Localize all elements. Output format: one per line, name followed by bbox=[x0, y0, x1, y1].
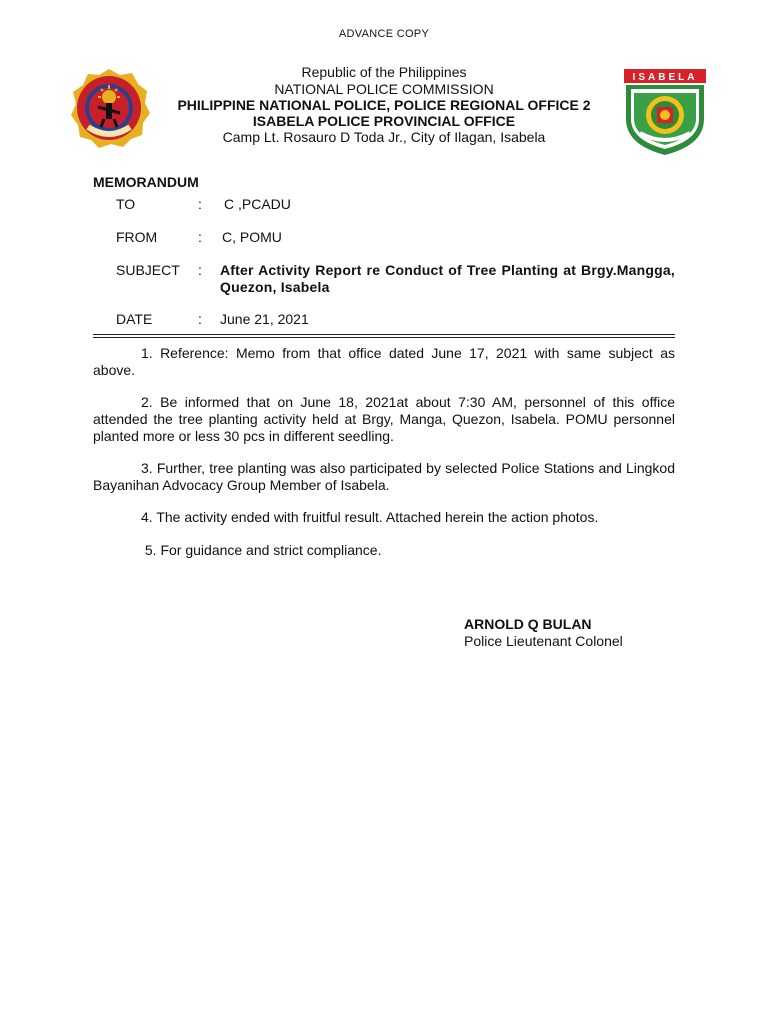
date-colon: : bbox=[198, 311, 202, 327]
letterhead-provincial-office: ISABELA POLICE PROVINCIAL OFFICE bbox=[252, 113, 516, 129]
memorandum-title: MEMORANDUM bbox=[93, 174, 199, 190]
paragraph-result: 4. The activity ended with fruitful result. Attached herein the action photos. bbox=[141, 509, 599, 525]
paragraph-participants: 3. Further, tree planting was also participated by selected Police Stations and Lingkod Bayanihan Advocacy Group Member of Isabela. bbox=[93, 460, 675, 493]
to-label: TO bbox=[116, 196, 136, 212]
signatory-name: ARNOLD Q BULAN bbox=[464, 616, 592, 632]
advance-copy-label: ADVANCE COPY bbox=[338, 28, 430, 40]
to-colon: : bbox=[198, 196, 202, 212]
date-label: DATE bbox=[116, 311, 153, 327]
isabela-banner-text: ISABELA bbox=[632, 72, 698, 83]
from-colon: : bbox=[198, 229, 202, 245]
subject-label: SUBJECT bbox=[116, 262, 180, 278]
date-value: June 21, 2021 bbox=[220, 311, 309, 327]
subject-colon: : bbox=[198, 262, 202, 278]
from-label: FROM bbox=[116, 229, 158, 245]
header-divider-bottom bbox=[93, 337, 675, 338]
letterhead-napolcom: NATIONAL POLICE COMMISSION bbox=[274, 81, 494, 97]
from-value: C, POMU bbox=[222, 229, 282, 245]
letterhead-address: Camp Lt. Rosauro D Toda Jr., City of Ilagan, Isabela bbox=[222, 129, 546, 145]
header-divider-top bbox=[93, 334, 675, 335]
paragraph-guidance: 5. For guidance and strict compliance. bbox=[141, 542, 382, 558]
signatory-rank: Police Lieutenant Colonel bbox=[464, 633, 623, 649]
to-value: C ,PCADU bbox=[224, 196, 291, 212]
subject-value: After Activity Report re Conduct of Tree Planting at Brgy.Mangga, Quezon, Isabela bbox=[220, 262, 675, 295]
letterhead-republic: Republic of the Philippines bbox=[301, 64, 467, 80]
letterhead-pnp-region: PHILIPPINE NATIONAL POLICE, POLICE REGIONAL OFFICE 2 bbox=[177, 97, 591, 113]
paragraph-reference: 1. Reference: Memo from that office dated June 17, 2021 with same subject as above. bbox=[93, 345, 675, 378]
paragraph-informed: 2. Be informed that on June 18, 2021at about 7:30 AM, personnel of this office attended the tree planting activity held at Brgy, Manga, Quezon, Isabela. POMU personnel planted more or less 30 pcs in different seedling. bbox=[93, 394, 675, 444]
